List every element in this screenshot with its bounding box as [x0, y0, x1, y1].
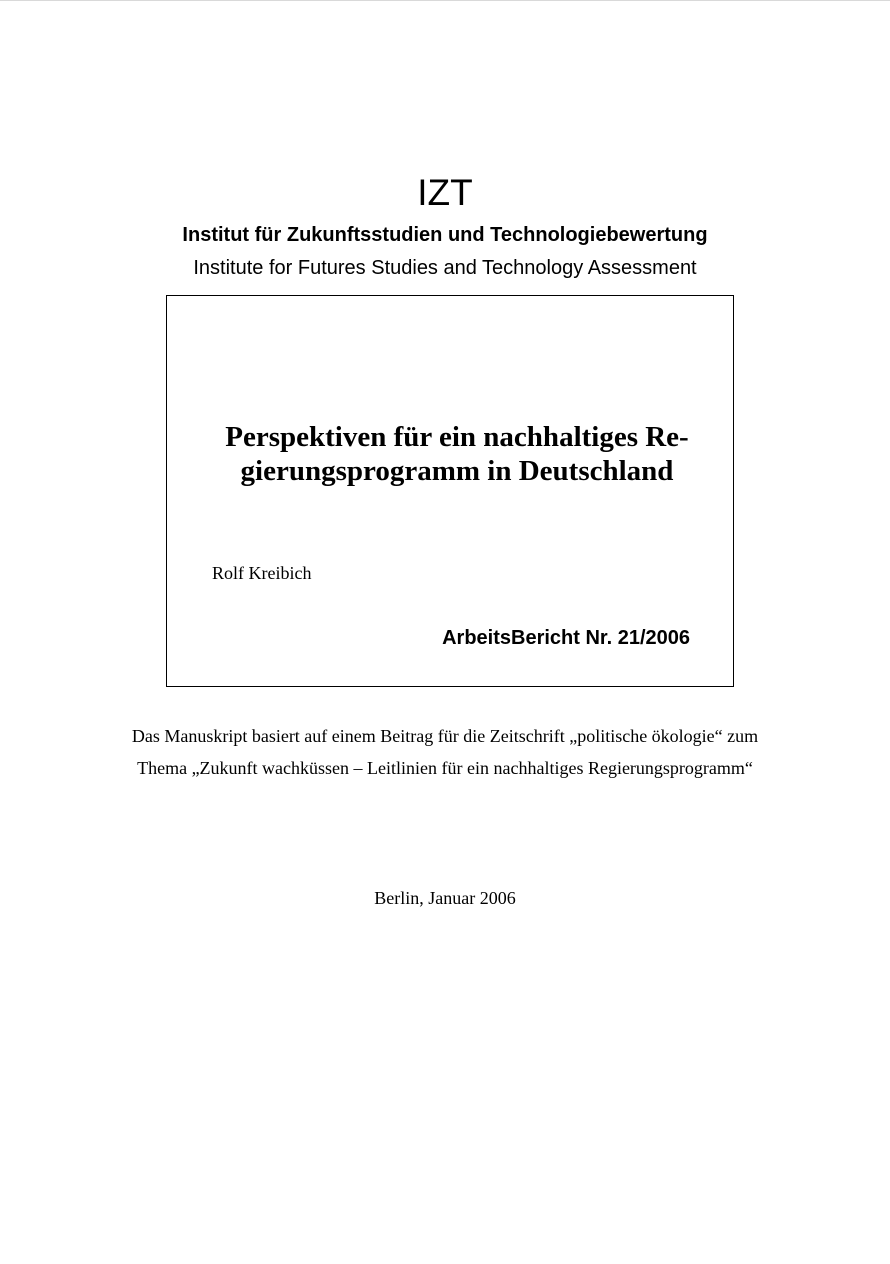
manuscript-note-line-2: Thema „Zukunft wachküssen – Leitlinien für ein nachhaltiges Regierungsprogramm“	[137, 758, 753, 778]
manuscript-note	[100, 720, 790, 784]
author-name: Rolf Kreibich	[212, 563, 312, 583]
report-number: ArbeitsBericht Nr. 21/2006	[442, 627, 690, 649]
manuscript-note-line-1: Das Manuskript basiert auf einem Beitrag für die Zeitschrift „politische ökologie“ zum	[131, 726, 759, 746]
title-box	[166, 295, 734, 687]
page-top-border	[0, 0, 890, 1]
izt-logo-text: IZT	[417, 172, 473, 213]
place-and-date: Berlin, Januar 2006	[374, 888, 516, 908]
document-title-line-1: Perspektiven für ein nachhaltiges Re-	[225, 421, 689, 453]
institute-name-english: Institute for Futures Studies and Technology Assessment	[193, 257, 697, 279]
document-title	[197, 420, 717, 488]
institute-name-german: Institut für Zukunftsstudien und Technologiebewertung	[182, 224, 708, 246]
document-title-line-2: gierungsprogramm in Deutschland	[240, 455, 674, 487]
